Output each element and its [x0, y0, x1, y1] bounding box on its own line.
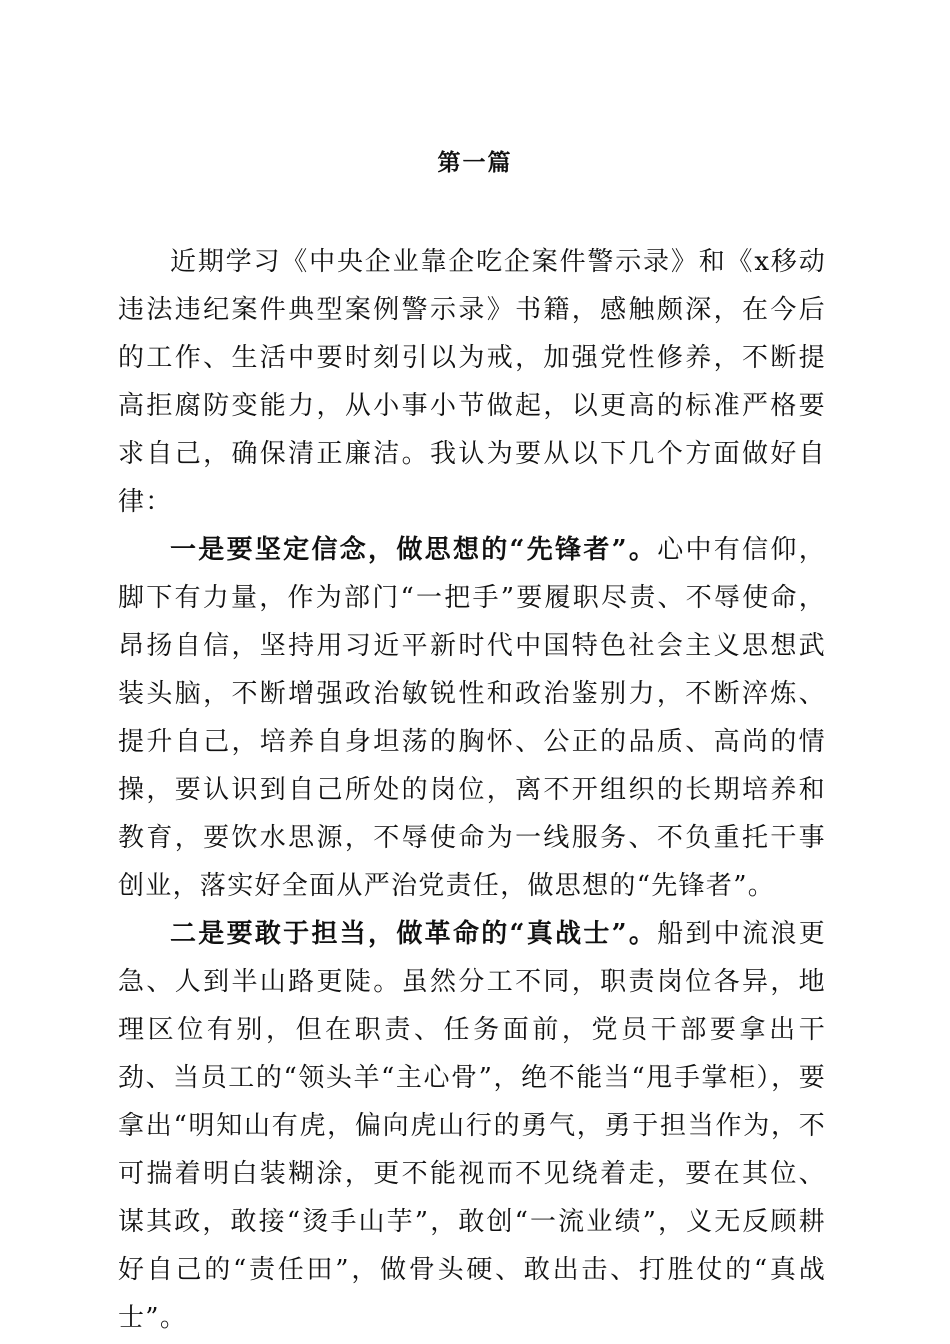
section-one-lead: 一是要坚定信念，做思想的“先锋者”。	[170, 535, 658, 565]
section-two-paragraph	[118, 910, 826, 1342]
page-title: 第一篇	[437, 149, 513, 176]
section-two-body: 船到中流浪更急、人到半山路更陡。虽然分工不同，职责岗位各异，地理区位有别，但在职责、任务面前，党员干部要拿出干劲、当员工的“领头羊“主心骨”，绝不能当“甩手掌柜），要拿出“明知山有虎，偏向虎山行的勇气，勇于担当作为，不可揣着明白装糊涂，更不能视而不见绕着走，要在其位、谋其政，敢接“烫手山芋”，敢创“一流业绩”，义无反顾耕好自己的“责任田”，做骨头硬、敢出击、打胜仗的“真战士”。	[118, 919, 826, 1333]
section-one-body: 心中有信仰，脚下有力量，作为部门“一把手”要履职尽责、不辱使命，昂扬自信，坚持用习近平新时代中国特色社会主义思想武装头脑，不断增强政治敏锐性和政治鉴别力，不断淬炼、提升自己，培养自身坦荡的胸怀、公正的品质、高尚的情操，要认识到自己所处的岗位，离不开组织的长期培养和教育，要饮水思源，不辱使命为一线服务、不负重托干事创业，落实好全面从严治党责任，做思想的“先锋者”。	[118, 535, 826, 901]
intro-paragraph: 近期学习《中央企业靠企吃企案件警示录》和《x移动违法违纪案件典型案例警示录》书籍，感触颇深，在今后的工作、生活中要时刻引以为戒，加强党性修养，不断提高拒腐防变能力，从小事小节做起，以更高的标准严格要求自己，确保清正廉洁。我认为要从以下几个方面做好自律：	[118, 247, 826, 517]
document-body	[118, 238, 826, 1342]
section-one-paragraph	[118, 526, 826, 910]
section-two-lead: 二是要敢于担当，做革命的“真战士”。	[170, 919, 658, 949]
